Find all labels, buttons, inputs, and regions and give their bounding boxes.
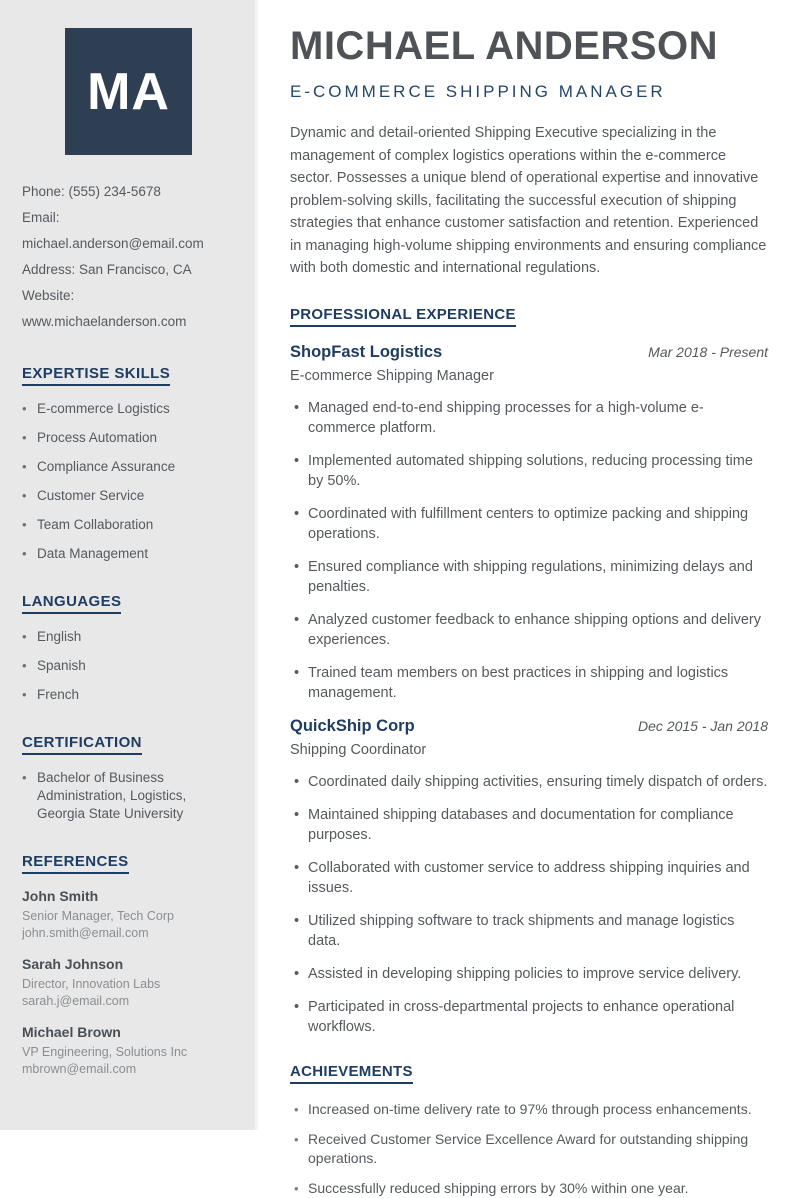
job-dates: Dec 2015 - Jan 2018 bbox=[638, 717, 768, 734]
job-bullet: • Participated in cross-departmental projects to enhance operational workflows. bbox=[290, 997, 768, 1037]
language-item: • French bbox=[22, 686, 235, 704]
reference-role: Director, Innovation Labs bbox=[22, 977, 161, 991]
reference-email: mbrown@email.com bbox=[22, 1062, 137, 1076]
job-title: E-COMMERCE SHIPPING MANAGER bbox=[290, 82, 666, 101]
main-column bbox=[258, 0, 800, 1196]
job-dates: Mar 2018 - Present bbox=[648, 343, 768, 360]
achievement-bullet: • Increased on-time delivery rate to 97% through process enhancements. bbox=[290, 1100, 768, 1119]
summary-paragraph: Dynamic and detail-oriented Shipping Executive specializing in the management of complex logistics operations within the e-commerce sector. Possesses a unique blend of operational expertise and innovative problem-solving skills, facilitating the successful execution of shipping strategies that enhance customer satisfaction and retention. Experienced in managing high-volume shipping environments and ensuring compliance with both domestic and international regulations. bbox=[290, 125, 767, 276]
avatar-initials: MA bbox=[87, 62, 170, 121]
language-item: • Spanish bbox=[22, 657, 235, 675]
certification-item: • Bachelor of Business Administration, Logistics, Georgia State University bbox=[22, 769, 235, 823]
contact-address: Address: San Francisco, CA bbox=[22, 262, 192, 277]
job-bullet: • Coordinated with fulfillment centers to optimize packing and shipping operations. bbox=[290, 504, 768, 544]
job-role: Shipping Coordinator bbox=[290, 741, 427, 758]
languages-list bbox=[22, 628, 235, 704]
job-bullet: • Coordinated daily shipping activities, ensuring timely dispatch of orders. bbox=[290, 772, 768, 792]
skill-item: • Process Automation bbox=[22, 429, 235, 447]
job-bullet: • Implemented automated shipping solutions, reducing processing time by 50%. bbox=[290, 451, 768, 491]
achievements-heading: ACHIEVEMENTS bbox=[290, 1063, 768, 1084]
job-header bbox=[290, 717, 768, 736]
achievement-bullet: • Successfully reduced shipping errors by 30% within one year. bbox=[290, 1179, 768, 1198]
contact-website: Website: www.michaelanderson.com bbox=[22, 288, 187, 329]
languages-heading: LANGUAGES bbox=[22, 593, 235, 614]
job-bullet: • Assisted in developing shipping policies to improve service delivery. bbox=[290, 964, 768, 984]
job-header bbox=[290, 343, 768, 362]
reference-email: john.smith@email.com bbox=[22, 926, 149, 940]
contact-phone: Phone: (555) 234-5678 bbox=[22, 184, 161, 199]
job-bullet-list bbox=[290, 398, 768, 703]
skill-item: • E-commerce Logistics bbox=[22, 400, 235, 418]
job-bullet: • Trained team members on best practices in shipping and logistics management. bbox=[290, 663, 768, 703]
certification-list bbox=[22, 769, 235, 823]
full-name: MICHAEL ANDERSON bbox=[290, 24, 719, 68]
certification-heading: CERTIFICATION bbox=[22, 734, 235, 755]
skill-item: • Customer Service bbox=[22, 487, 235, 505]
job-entry bbox=[290, 717, 768, 1037]
job-bullet: • Ensured compliance with shipping regulations, minimizing delays and penalties. bbox=[290, 557, 768, 597]
job-entry bbox=[290, 343, 768, 703]
skill-item: • Data Management bbox=[22, 545, 235, 563]
skills-list bbox=[22, 400, 235, 563]
job-bullet: • Collaborated with customer service to address shipping inquiries and issues. bbox=[290, 858, 768, 898]
reference-name: Sarah Johnson bbox=[22, 956, 124, 972]
reference-email: sarah.j@email.com bbox=[22, 994, 130, 1008]
job-bullet: • Utilized shipping software to track shipments and manage logistics data. bbox=[290, 911, 768, 951]
reference-role: Senior Manager, Tech Corp bbox=[22, 909, 174, 923]
experience-heading: PROFESSIONAL EXPERIENCE bbox=[290, 306, 768, 327]
company-name: QuickShip Corp bbox=[290, 716, 415, 735]
job-bullet: • Maintained shipping databases and documentation for compliance purposes. bbox=[290, 805, 768, 845]
reference-name: Michael Brown bbox=[22, 1024, 121, 1040]
skill-item: • Compliance Assurance bbox=[22, 458, 235, 476]
contact-email: Email: michael.anderson@email.com bbox=[22, 210, 204, 251]
reference-entry bbox=[22, 1024, 235, 1078]
reference-entry bbox=[22, 956, 235, 1010]
job-role: E-commerce Shipping Manager bbox=[290, 367, 494, 384]
company-name: ShopFast Logistics bbox=[290, 342, 443, 361]
job-bullet: • Analyzed customer feedback to enhance shipping options and delivery experiences. bbox=[290, 610, 768, 650]
sidebar bbox=[0, 0, 258, 1130]
achievement-bullet: • Received Customer Service Excellence Award for outstanding shipping operations. bbox=[290, 1130, 768, 1168]
skill-item: • Team Collaboration bbox=[22, 516, 235, 534]
job-bullet-list bbox=[290, 772, 768, 1037]
skills-heading: EXPERTISE SKILLS bbox=[22, 365, 235, 386]
contact-block bbox=[22, 179, 235, 335]
language-item: • English bbox=[22, 628, 235, 646]
reference-role: VP Engineering, Solutions Inc bbox=[22, 1045, 188, 1059]
job-bullet: • Managed end-to-end shipping processes for a high-volume e-commerce platform. bbox=[290, 398, 768, 438]
achievements-list bbox=[290, 1100, 768, 1198]
reference-name: John Smith bbox=[22, 888, 99, 904]
references-heading: REFERENCES bbox=[22, 853, 235, 874]
avatar bbox=[65, 28, 192, 155]
reference-entry bbox=[22, 888, 235, 942]
